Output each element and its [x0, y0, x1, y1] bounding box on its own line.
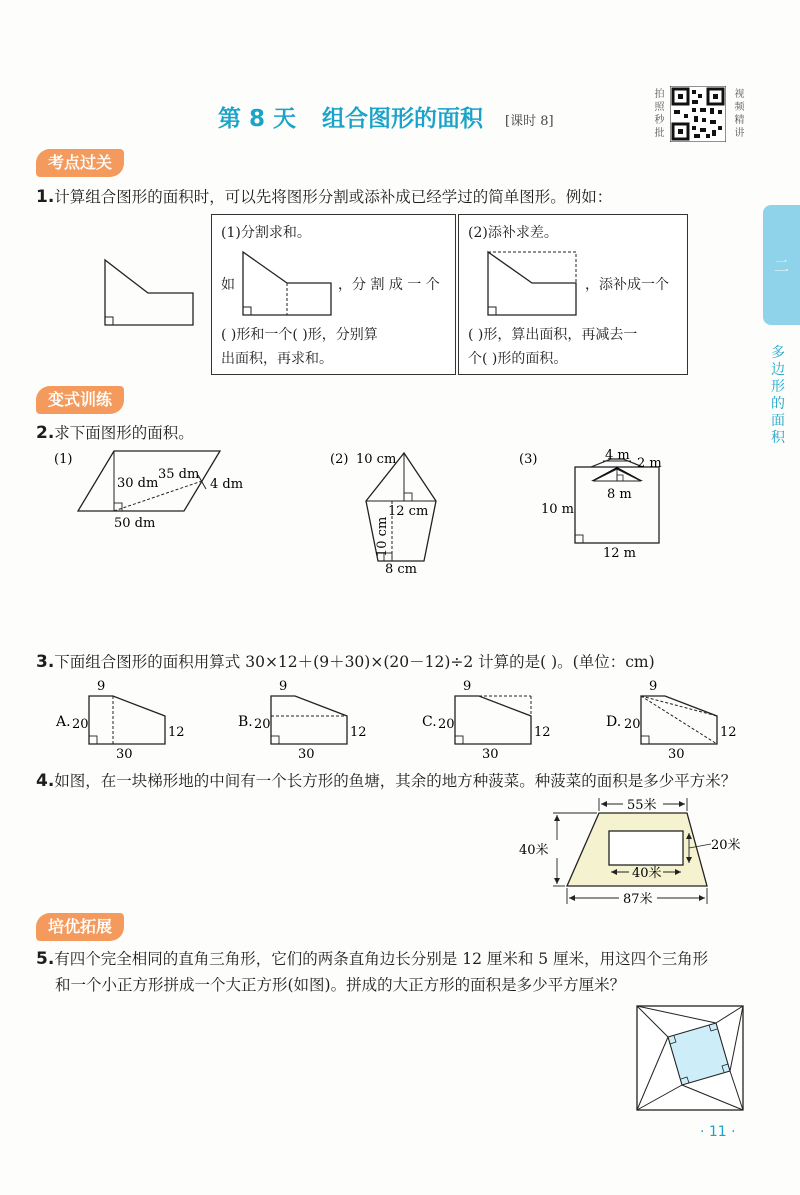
- box1-line1a: 如: [221, 277, 235, 293]
- q2-f1-perp: 4 dm: [210, 477, 244, 492]
- q1-box-divide: [211, 214, 456, 375]
- q5-number: 5.: [36, 949, 55, 969]
- box1-figure: [240, 249, 336, 321]
- q5-line1: 有四个完全相同的直角三角形，它们的两条直角边长分别是 12 厘米和 5 厘米，用这四个三角形: [54, 950, 709, 968]
- question-4: [36, 770, 736, 792]
- q3-option-b[interactable]: [236, 676, 386, 764]
- question-2: [36, 422, 194, 444]
- q2-text: 求下面图形的面积。: [54, 424, 194, 442]
- q3-a-label: A.: [56, 714, 71, 730]
- question-3: [36, 651, 655, 673]
- q3-option-c[interactable]: [420, 676, 570, 764]
- q2-f2-mid: 12 cm: [388, 504, 429, 519]
- box2-line3: 个( )形的面积。: [468, 351, 568, 367]
- box1-title: (1)分割求和。: [221, 225, 311, 241]
- box1-line1b: ，分 割 成 一 个: [338, 277, 440, 293]
- q4-pond-w: 40米: [632, 866, 662, 881]
- q3-b-label: B.: [238, 714, 253, 730]
- q3-d-left: 20: [624, 717, 641, 732]
- question-5-line1: [36, 948, 708, 970]
- title-day: 第 8 天: [218, 106, 297, 132]
- q2-f2-base: 8 cm: [385, 562, 418, 575]
- chapter-title: 多边形的面积: [771, 345, 785, 446]
- q3-a-left: 20: [72, 717, 89, 732]
- q2-f3-tri-top: 4 m: [605, 448, 630, 463]
- q1-box-fill: [458, 214, 688, 375]
- q3-b-left: 20: [254, 717, 271, 732]
- qr-left-label: 拍照秒批: [654, 89, 665, 139]
- q3-option-d[interactable]: [604, 676, 754, 764]
- q2-f3-rect-h: 10 m: [541, 502, 575, 517]
- q3-c-bottom: 30: [482, 747, 499, 762]
- q3-c-top: 9: [463, 679, 472, 694]
- q2-f3-tri-base: 8 m: [607, 487, 632, 502]
- q2-f1-base: 50 dm: [114, 516, 156, 531]
- q3-a-right: 12: [168, 725, 185, 740]
- q2-figure-3: [515, 445, 685, 560]
- q3-a-bottom: 30: [116, 747, 133, 762]
- chapter-mark: 二: [773, 257, 789, 275]
- q4-top: 55米: [627, 798, 657, 813]
- q2-figure-2: [330, 445, 470, 575]
- q3-option-a[interactable]: [52, 676, 202, 764]
- q2-f1-label: (1): [54, 452, 73, 467]
- q2-f2-label: (2): [330, 452, 349, 467]
- q4-bottom: 87米: [623, 892, 653, 907]
- q3-d-right: 12: [720, 725, 737, 740]
- q2-f2-h: 10 cm: [375, 516, 390, 557]
- box2-title: (2)添补求差。: [468, 225, 558, 241]
- q3-c-right: 12: [534, 725, 551, 740]
- page-title: [218, 100, 483, 133]
- q2-number: 2.: [36, 423, 55, 443]
- q2-f1-h: 30 dm: [117, 476, 159, 491]
- q2-f1-side: 35 dm: [158, 467, 200, 482]
- question-1: [36, 186, 612, 208]
- box1-line3: 出面积，再求和。: [221, 351, 333, 367]
- q3-b-top: 9: [279, 679, 288, 694]
- q4-text: 如图，在一块梯形地的中间有一个长方形的鱼塘，其余的地方种菠菜。种菠菜的面积是多少平方米？: [54, 772, 737, 790]
- q4-figure: [515, 792, 755, 908]
- q2-f3-label: (3): [519, 452, 538, 467]
- q3-a-top: 9: [97, 679, 106, 694]
- q2-f2-top: 10 cm: [356, 452, 397, 467]
- qr-code-icon[interactable]: [670, 86, 726, 142]
- q5-line2: 和一个小正方形拼成一个大正方形(如图)。拼成的大正方形的面积是多少平方厘米？: [55, 976, 626, 994]
- q3-d-top: 9: [649, 679, 658, 694]
- box2-figure: [485, 249, 583, 321]
- q1-text: 计算组合图形的面积时，可以先将图形分割或添补成已经学过的简单图形。例如：: [54, 188, 613, 206]
- q4-height: 40米: [519, 843, 549, 858]
- page-number: · 11 ·: [700, 1124, 736, 1140]
- qr-right-label: 视频精讲: [734, 89, 745, 139]
- q1-number: 1.: [36, 187, 55, 207]
- section-bianshi: 变式训练: [36, 386, 124, 414]
- q4-number: 4.: [36, 771, 55, 791]
- q5-figure: [634, 1003, 746, 1113]
- lesson-tag: [课时 8]: [505, 114, 554, 129]
- q4-pond-h: 20米: [711, 838, 741, 853]
- section-kaodian: 考点过关: [36, 149, 124, 177]
- chapter-tab: [763, 205, 800, 325]
- q2-f3-rect-w: 12 m: [603, 546, 637, 560]
- box1-line2: ( )形和一个( )形，分别算: [221, 327, 378, 343]
- q3-c-left: 20: [438, 717, 455, 732]
- q3-number: 3.: [36, 652, 55, 672]
- q1-shape-figure: [100, 255, 200, 330]
- q3-text: 下面组合图形的面积用算式 30×12＋(9＋30)×(20－12)÷2 计算的是( )。(单位：cm): [54, 653, 655, 671]
- q3-b-bottom: 30: [298, 747, 315, 762]
- q3-c-label: C.: [422, 714, 437, 730]
- box2-line2: ( )形，算出面积，再减去一: [468, 327, 638, 343]
- title-topic: 组合图形的面积: [322, 106, 484, 132]
- q3-d-bottom: 30: [668, 747, 685, 762]
- q3-d-label: D.: [606, 714, 622, 730]
- q2-figure-1: [50, 445, 260, 535]
- section-peiyou: 培优拓展: [36, 913, 124, 941]
- q2-f3-tri-h: 2 m: [637, 456, 662, 471]
- box2-line1b: ，添补成一个: [585, 277, 669, 293]
- q3-b-right: 12: [350, 725, 367, 740]
